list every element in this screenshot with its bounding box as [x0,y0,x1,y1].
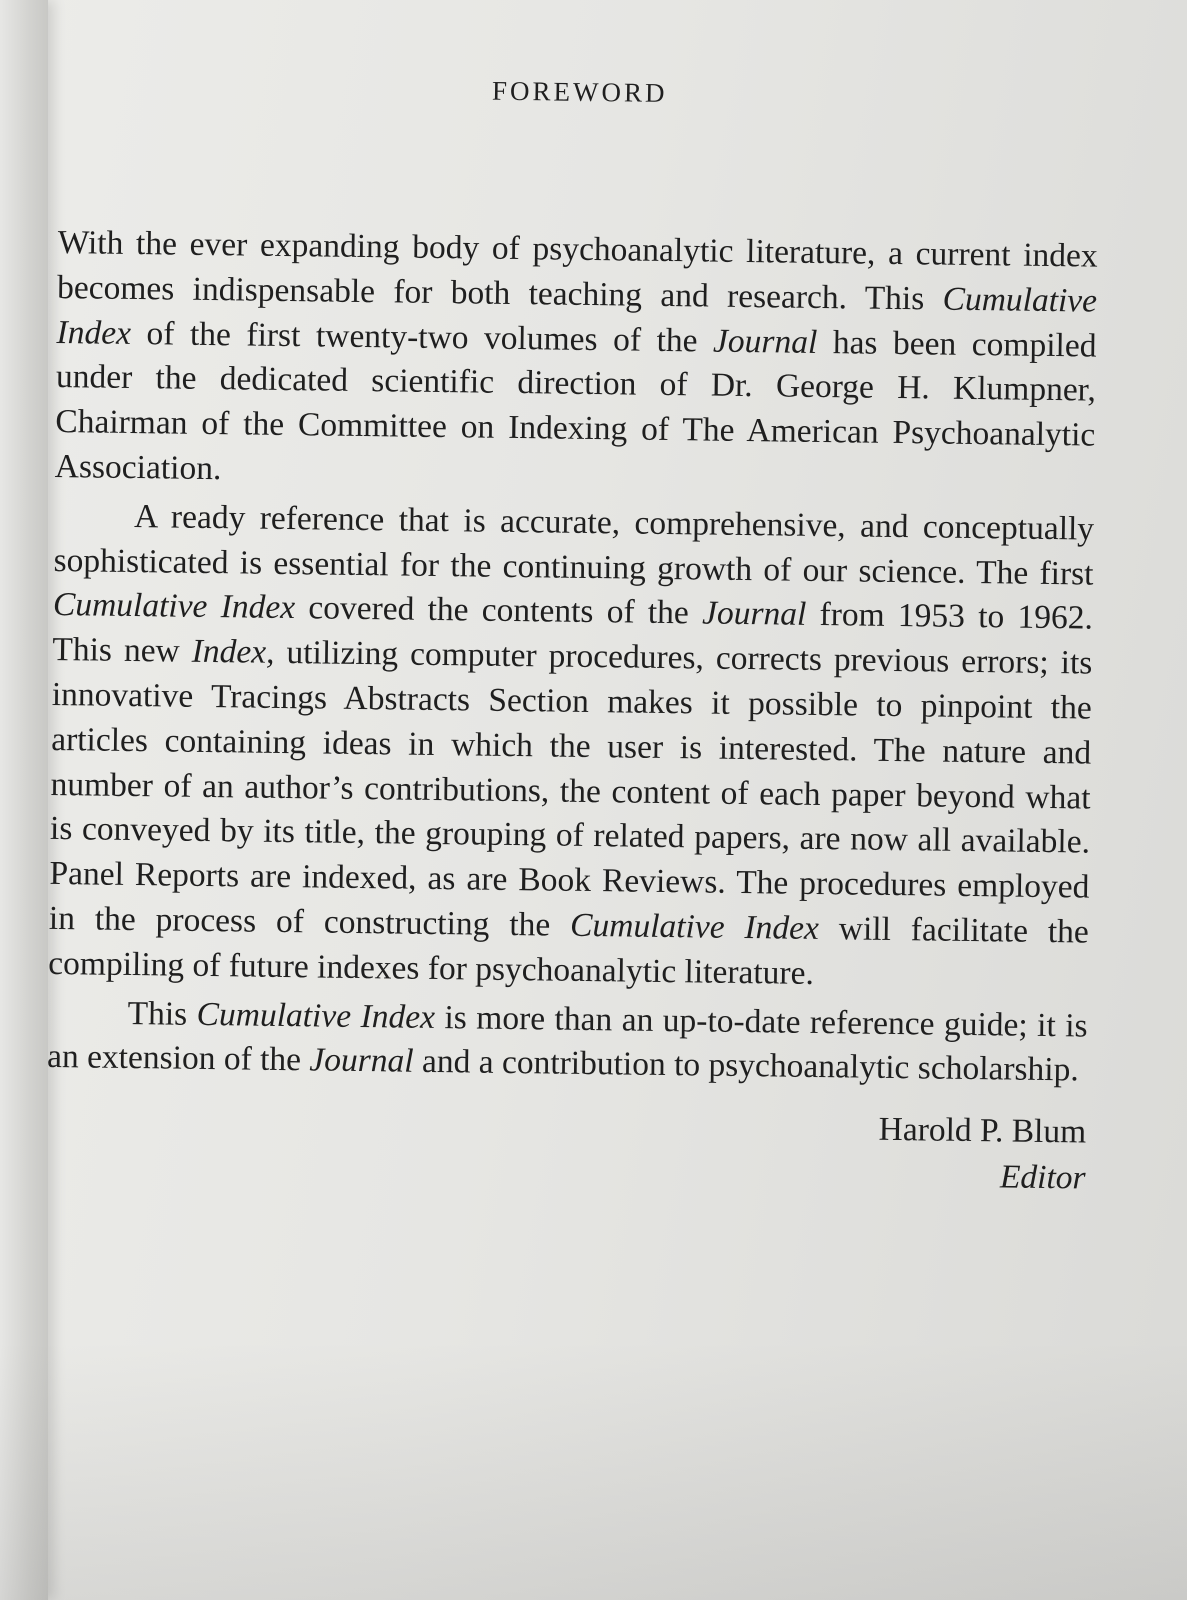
paragraph-3-italic-1: Cumulative Index [196,995,436,1036]
paragraph-1-text-3: has been compiled under the dedicated scientific direction of Dr. George H. Klumpner, Chairman of the Committee on Indexing of The American Psychoanalytic Association. [54,323,1097,488]
paragraph-2-text-2: covered the contents of the [294,589,703,632]
page-text-block [45,70,1100,1202]
paragraph-2-italic-1: Cumulative Index [52,586,296,627]
page-heading: FOREWORD [491,75,668,108]
paragraph-3-text-3: and a contribution to psychoanalytic scholarship. [413,1043,1080,1089]
paragraph-1 [55,221,1098,503]
paragraph-2-text-3: from 1953 to 1962. This new [52,596,1094,670]
paragraph-2-text-4: utilizing computer procedures, corrects previous errors; its innovative Tracings Abstracts Section makes it possible to pinpoint the articles containing ideas in which the user is interested. The nature and number of an author’s contributions, the content of each paper beyond what is conveyed by its title, the grouping of related papers, are now all available. Panel Reports are indexed, as are Book Reviews. The procedures employed in the process of constructing the [48,634,1093,944]
paragraph-2-italic-3: Index, [191,632,275,672]
paragraph-2-text-5: will facilitate the compiling of future indexes for psychoanalytic literature. [48,909,1090,992]
paragraph-1-italic-2: Journal [712,322,818,361]
paragraph-2-italic-4: Cumulative Index [569,906,820,947]
paragraph-3-text-2: is more than an up-to-date reference guide; it is an extension of the [46,998,1088,1079]
page-shadow [0,1340,1187,1600]
paragraph-3 [47,990,1088,1093]
paragraph-2-text-1: A ready reference that is accurate, comprehensive, and conceptually sophisticated is essential for the continuing growth of our science. The first [53,497,1095,593]
paragraph-2 [48,494,1094,1000]
paragraph-3-italic-2: Journal [309,1041,414,1081]
paragraph-1-italic-1: Cumulative Index [56,280,1098,352]
signature-block [45,1096,1086,1202]
signature-name: Harold P. Blum [878,1110,1087,1151]
paragraph-2-italic-2: Journal [701,594,807,634]
paragraph-1-text-2: of the first twenty-two volumes of the [130,314,714,360]
paragraph-3-text-1: This [127,994,197,1033]
paragraph-1-text-1: With the ever expanding body of psychoanalytic literature, a current index becomes indispensable for both teaching and research. This [56,223,1098,318]
signature-role: Editor [999,1158,1086,1197]
